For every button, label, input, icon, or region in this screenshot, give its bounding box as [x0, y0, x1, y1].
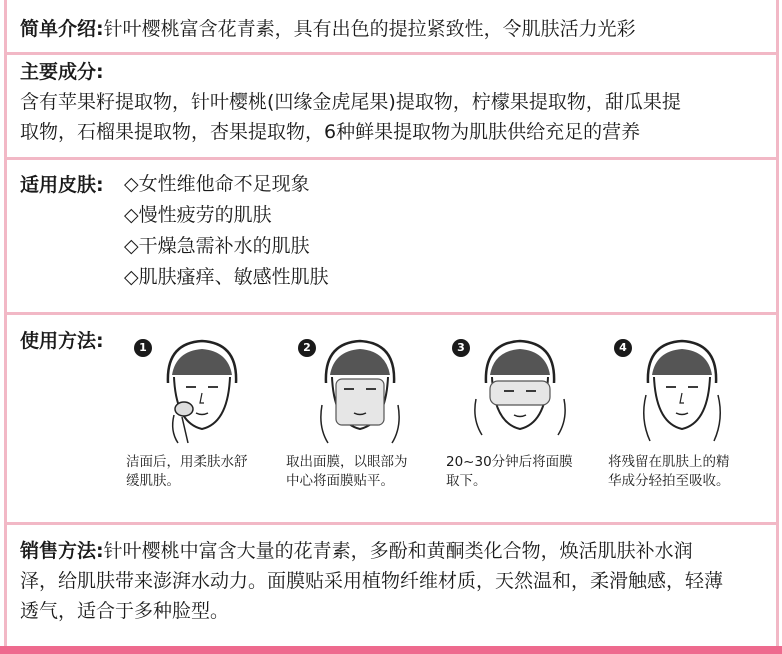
skin-item: ◇肌肤瘙痒、敏感性肌肤 [124, 266, 329, 288]
step-caption [608, 453, 768, 491]
intro-label: 简单介绍: [20, 18, 104, 40]
divider [4, 157, 779, 160]
sales-label: 销售方法: [20, 540, 104, 562]
skin-item: ◇慢性疲劳的肌肤 [124, 204, 272, 226]
face-cleansing-illustration [152, 335, 252, 445]
intro-text: 针叶樱桃富含花青素，具有出色的提拉紧致性，令肌肤活力光彩 [103, 18, 636, 40]
face-removing-mask-illustration [470, 335, 570, 445]
caption-line: 将残留在肌肤上的精 [608, 454, 730, 470]
step-caption [126, 453, 286, 491]
face-patting-illustration [632, 335, 732, 445]
divider [4, 312, 779, 315]
right-border [776, 0, 779, 654]
step-caption [286, 453, 446, 491]
caption-line: 中心将面膜贴平。 [286, 473, 394, 489]
divider [4, 522, 779, 525]
step-caption [446, 453, 606, 491]
caption-line: 缓肌肤。 [126, 473, 180, 489]
bottom-accent-bar [0, 646, 782, 654]
caption-line: 洁面后，用柔肤水舒 [126, 454, 248, 470]
caption-line: 华成分轻拍至吸收。 [608, 473, 730, 489]
skin-item: ◇干燥急需补水的肌肤 [124, 235, 310, 257]
sales-line-3: 透气，适合于多种脸型。 [20, 600, 230, 622]
caption-line: 取出面膜，以眼部为 [286, 454, 408, 470]
usage-label: 使用方法: [20, 330, 104, 352]
skin-label: 适用皮肤: [20, 174, 104, 196]
ingredients-label: 主要成分: [20, 61, 104, 83]
sales-line-1: 针叶樱桃中富含大量的花青素，多酚和黄酮类化合物，焕活肌肤补水润 [103, 540, 693, 562]
sales-section [20, 536, 770, 626]
face-applying-mask-illustration [310, 335, 410, 445]
intro-section [20, 14, 770, 44]
step-number: 2 [298, 339, 316, 357]
divider [4, 52, 779, 55]
step-number: 4 [614, 339, 632, 357]
ingredients-line-2: 取物，石榴果提取物，杏果提取物，6种鲜果提取物为肌肤供给充足的营养 [20, 121, 641, 143]
step-number: 3 [452, 339, 470, 357]
caption-line: 20~30分钟后将面膜 [446, 454, 573, 470]
caption-line: 取下。 [446, 473, 487, 489]
sales-line-2: 泽，给肌肤带来澎湃水动力。面膜贴采用植物纤维材质，天然温和，柔滑触感，轻薄 [20, 570, 724, 592]
left-border [4, 0, 7, 654]
ingredients-line-1: 含有苹果籽提取物，针叶樱桃(凹缘金虎尾果)提取物，柠檬果提取物，甜瓜果提 [20, 91, 681, 113]
step-number: 1 [134, 339, 152, 357]
ingredients-section [20, 57, 770, 147]
skin-item: ◇女性维他命不足现象 [124, 173, 310, 195]
